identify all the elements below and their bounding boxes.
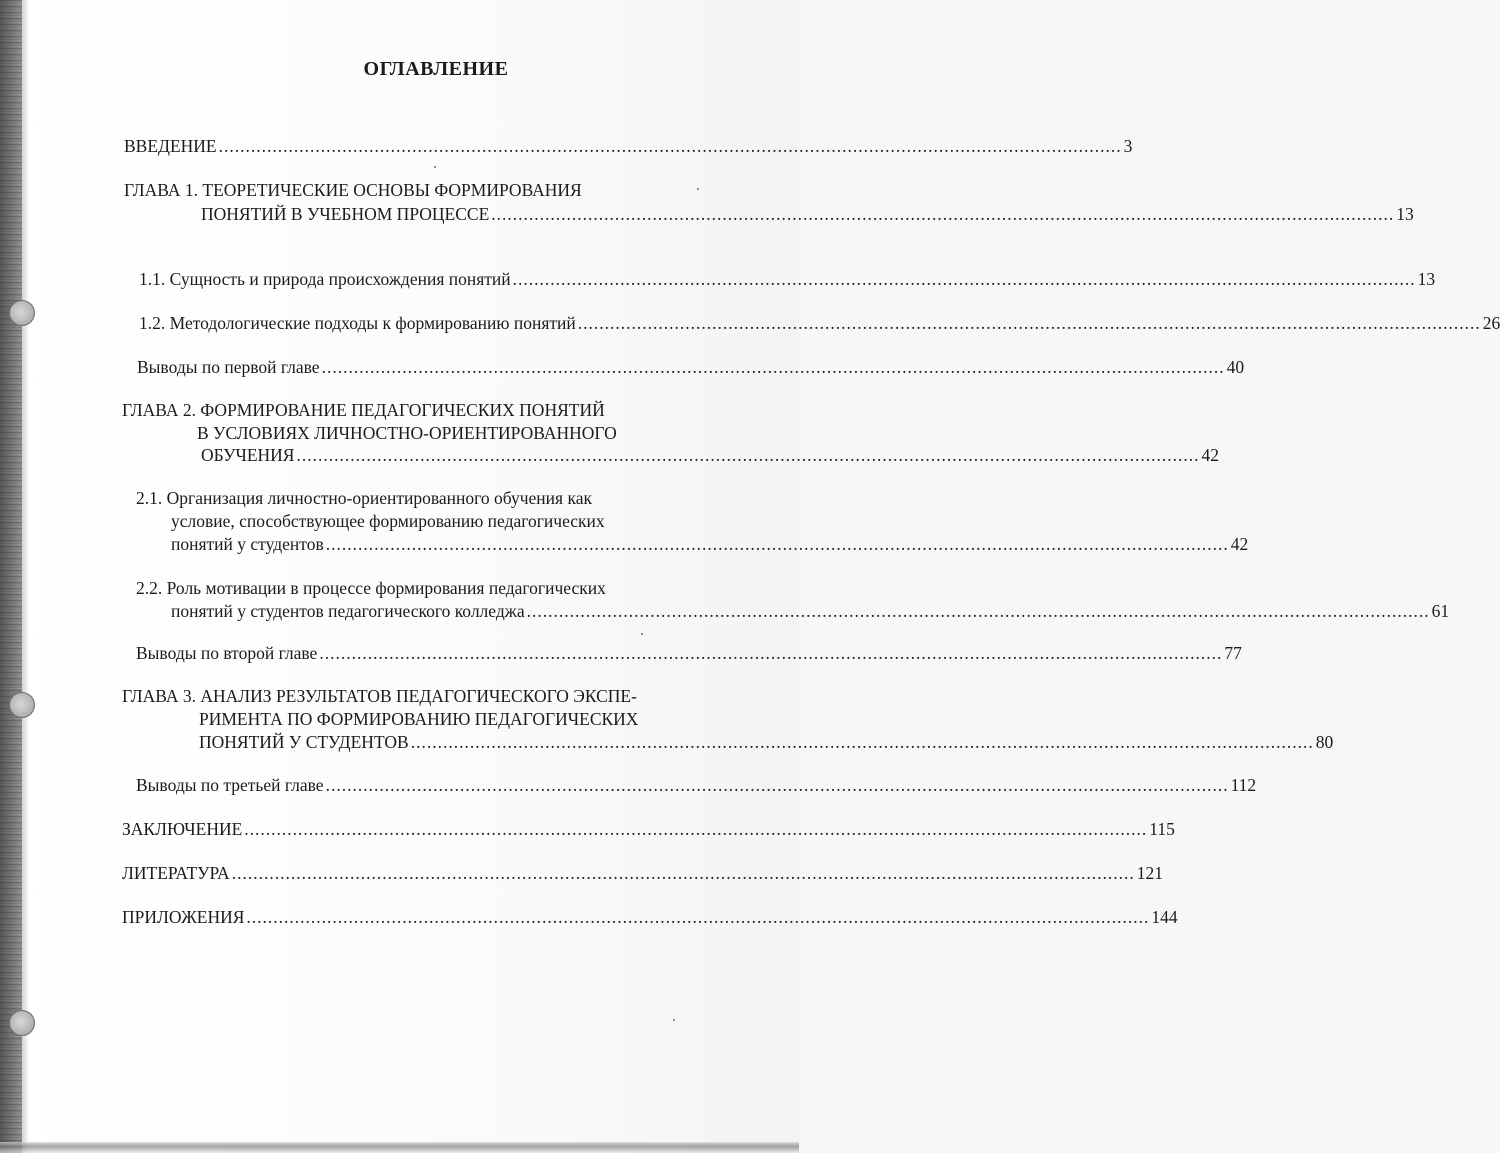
scan-speck [697, 188, 699, 190]
toc-chapter-1-line-1: ГЛАВА 1. ТЕОРЕТИЧЕСКИЕ ОСНОВЫ ФОРМИРОВАНИЯ [124, 180, 582, 200]
toc-chapter-3-line-2: РИМЕНТА ПО ФОРМИРОВАНИЮ ПЕДАГОГИЧЕСКИХ [199, 709, 639, 729]
toc-section-2-1-line-2: условие, способствующее формированию педагогических [171, 511, 605, 531]
scanned-left-edge [0, 0, 22, 1153]
toc-entry-text: 1.1. Сущность и природа происхождения понятий [139, 269, 511, 289]
toc-page-number: 115 [1149, 819, 1175, 839]
toc-page-number: 61 [1431, 601, 1450, 621]
toc-leader-dots: ........................................................................................................................................................................ [218, 136, 1122, 156]
toc-entry-text: понятий у студентов [171, 534, 324, 554]
scan-speck [673, 1019, 675, 1021]
toc-entry-text: ПОНЯТИЙ В УЧЕБНОМ ПРОЦЕССЕ [201, 204, 490, 224]
toc-entry-section-1-1 [139, 267, 1436, 291]
scanned-bottom-edge [0, 1142, 799, 1153]
toc-leader-dots: ........................................................................................................................................................................ [512, 269, 1416, 289]
toc-page-number: 40 [1226, 357, 1245, 377]
scanned-edge-shadow [22, 0, 28, 1153]
toc-entry-text: ВВЕДЕНИЕ [124, 136, 217, 156]
toc-entry-conclusions-1 [137, 355, 1245, 379]
toc-leader-dots: ........................................................................................................................................................................ [321, 357, 1225, 377]
toc-page-number: 3 [1123, 136, 1133, 156]
punch-hole [9, 692, 35, 718]
toc-leader-dots: ........................................................................................................................................................................ [325, 534, 1229, 554]
toc-page-number: 42 [1201, 445, 1219, 465]
toc-entry-text: Выводы по первой главе [137, 357, 320, 377]
toc-entry-text: ПРИЛОЖЕНИЯ [122, 907, 245, 927]
toc-entry-text: ОБУЧЕНИЯ [201, 445, 295, 465]
toc-page-number: 77 [1224, 643, 1242, 663]
toc-chapter-2-line-2: В УСЛОВИЯХ ЛИЧНОСТНО-ОРИЕНТИРОВАННОГО [197, 423, 617, 443]
toc-chapter-3-line-1: ГЛАВА 3. АНАЛИЗ РЕЗУЛЬТАТОВ ПЕДАГОГИЧЕСКОГО ЭКСПЕ- [122, 686, 637, 706]
toc-page-number: 112 [1230, 775, 1257, 795]
toc-leader-dots: ........................................................................................................................................................................ [231, 863, 1135, 883]
toc-entry-text: ЛИТЕРАТУРА [122, 863, 230, 883]
toc-page-number: 80 [1315, 732, 1334, 752]
toc-leader-dots: ........................................................................................................................................................................ [526, 601, 1430, 621]
toc-entry-text: ПОНЯТИЙ У СТУДЕНТОВ [199, 732, 409, 752]
toc-page-number: 26 [1482, 313, 1500, 333]
toc-entry-section-2-2 [171, 599, 1450, 623]
page-title: ОГЛАВЛЕНИЕ [363, 58, 509, 80]
scan-speck [641, 633, 643, 635]
toc-page-number: 13 [1417, 269, 1436, 289]
toc-entry-text: Выводы по второй главе [136, 643, 318, 663]
toc-entry-text: Выводы по третьей главе [136, 775, 324, 795]
toc-page-number: 121 [1136, 863, 1163, 883]
toc-entry-conclusions-3 [136, 773, 1257, 797]
toc-page-number: 42 [1230, 534, 1249, 554]
toc-entry-literature [122, 861, 1163, 885]
toc-entry-section-2-1 [171, 532, 1249, 556]
toc-section-2-1-line-1: 2.1. Организация личностно-ориентированного обучения как [136, 488, 592, 508]
toc-entry-introduction [124, 134, 1133, 158]
toc-leader-dots: ........................................................................................................................................................................ [410, 732, 1314, 752]
toc-leader-dots: ........................................................................................................................................................................ [325, 775, 1229, 795]
toc-section-2-2-line-1: 2.2. Роль мотивации в процессе формирования педагогических [136, 578, 606, 598]
toc-entry-conclusions-2 [136, 641, 1242, 665]
toc-page-number: 144 [1151, 907, 1178, 927]
toc-entry-chapter-3 [199, 730, 1334, 754]
toc-chapter-2-line-1: ГЛАВА 2. ФОРМИРОВАНИЕ ПЕДАГОГИЧЕСКИХ ПОНЯТИЙ [122, 400, 605, 420]
toc-entry-chapter-2 [201, 443, 1219, 467]
toc-entry-text: ЗАКЛЮЧЕНИЕ [122, 819, 243, 839]
toc-entry-section-1-2 [139, 311, 1500, 335]
scan-speck [434, 166, 436, 168]
toc-leader-dots: ........................................................................................................................................................................ [577, 313, 1481, 333]
toc-entry-appendices [122, 905, 1178, 929]
toc-leader-dots: ........................................................................................................................................................................ [319, 643, 1223, 663]
toc-entry-text: понятий у студентов педагогического колледжа [171, 601, 525, 621]
toc-entry-chapter-1 [201, 202, 1414, 226]
toc-leader-dots: ........................................................................................................................................................................ [491, 204, 1395, 224]
toc-leader-dots: ........................................................................................................................................................................ [244, 819, 1148, 839]
punch-hole [9, 300, 35, 326]
toc-leader-dots: ........................................................................................................................................................................ [246, 907, 1150, 927]
toc-leader-dots: ........................................................................................................................................................................ [296, 445, 1200, 465]
toc-entry-text: 1.2. Методологические подходы к формированию понятий [139, 313, 576, 333]
toc-entry-conclusion [122, 817, 1175, 841]
toc-page-number: 13 [1396, 204, 1414, 224]
punch-hole [9, 1010, 35, 1036]
